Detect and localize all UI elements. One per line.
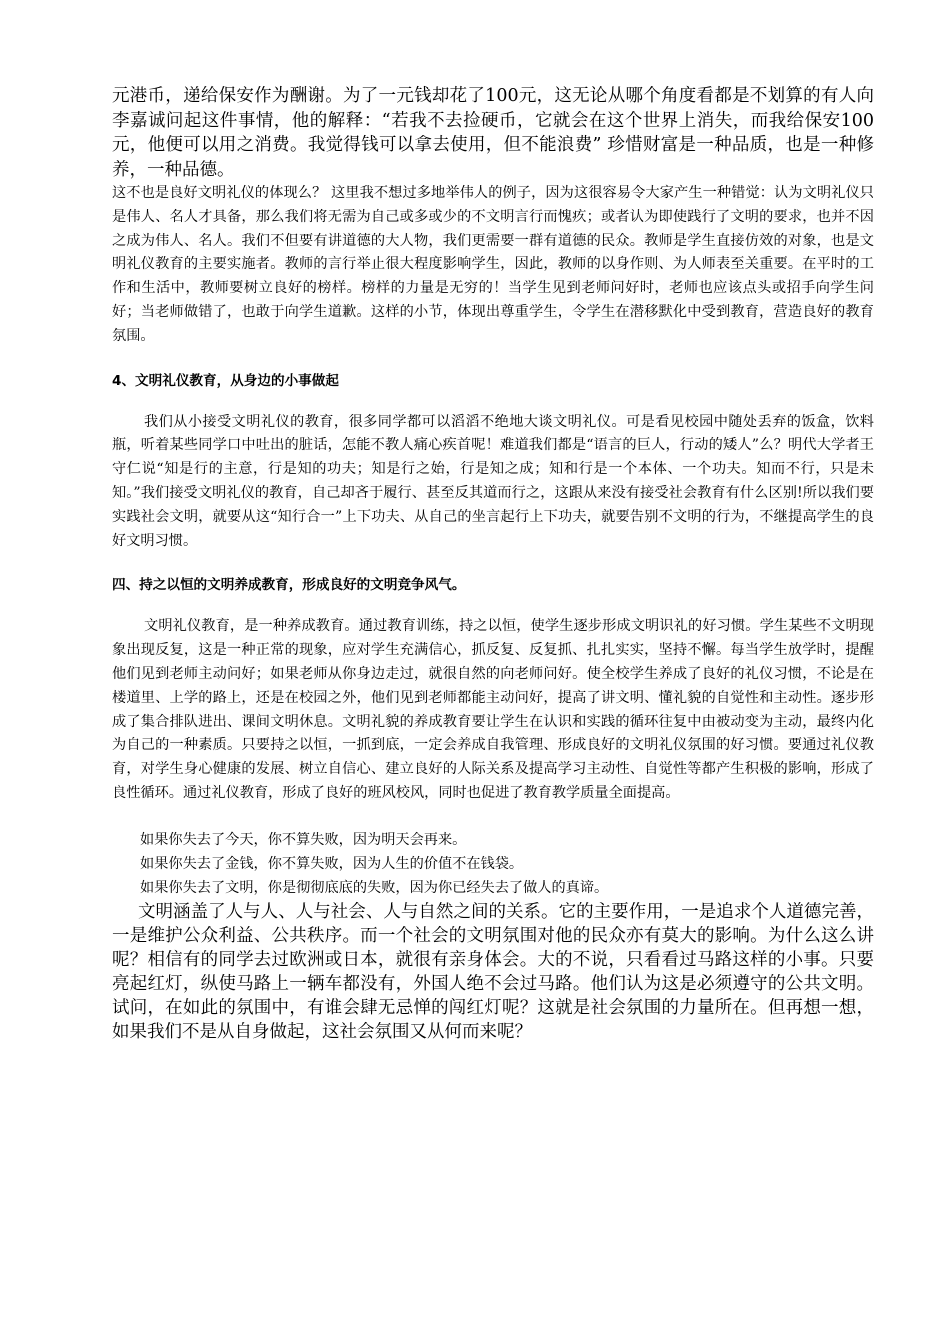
paragraph-closing: 文明涵盖了人与人、人与社会、人与自然之间的关系。它的主要作用，一是追求个人道德完善，一是维护公众利益、公共秩序。而一个社会的文明氛围对他的民众亦有莫大的影响。为什么这么讲呢？相信有的同学去过欧洲或日本，就很有亲身体会。大的不说，只看看过马路这样的小事。只要亮起红灯，纵使马路上一辆车都没有，外国人绝不会过马路。他们认为这是必须遵守的公共文明。试问，在如此的氛围中，有谁会肆无忌惮的闯红灯呢？这就是社会氛围的力量所在。但再想一想，如果我们不是从自身做起，这社会氛围又从何而来呢？ (112, 901, 874, 1042)
section-heading-4: 4、文明礼仪教育，从身边的小事做起 (112, 372, 339, 389)
document-page (112, 84, 874, 1044)
paragraph-top-small: 这不也是良好文明礼仪的体现么？ 这里我不想过多地举伟人的例子，因为这很容易令大家产生一种错觉：认为文明礼仪只是伟人、名人才具备，那么我们将无需为自己或多或少的不文明言行而愧疚；或者认为即使践行了文明的要求，也并不因之成为伟人、名人。我们不但要有讲道德的大人物，我们更需要一群有道德的民众。教师是学生直接仿效的对象，也是文明礼仪教育的主要实施者。教师的言行举止很大程度影响学生，因此，教师的以身作则、为人师表至关重要。在平时的工作和生活中，教师要树立良好的榜样。榜样的力量是无穷的！当学生见到老师问好时，老师也应该点头或招手向学生问好；当老师做错了，也敢于向学生道歉。这样的小节，体现出尊重学生，令学生在潜移默化中受到教育，营造良好的教育氛围。 (112, 185, 874, 344)
section-heading-si: 四、持之以恒的文明养成教育，形成良好的文明竞争风气。 (112, 577, 466, 594)
paragraph-section-4: 我们从小接受文明礼仪的教育，很多同学都可以滔滔不绝地大谈文明礼仪。可是看见校园中随处丢弃的饭盒，饮料瓶，听着某些同学口中吐出的脏话，怎能不教人痛心疾首呢！难道我们都是“语言的巨人，行动的矮人”么？明代大学者王守仁说“知是行的主意，行是知的功夫；知是行之始，行是知之成；知和行是一个本体、一个功夫。知而不行，只是未知。”我们接受文明礼仪的教育，自己却吝于履行、甚至反其道而行之，这跟从来没有接受社会教育有什么区别!所以我们要实践社会文明，就要从这“知行合一”上下功夫、从自己的坐言起行上下功夫，就要告别不文明的行为，不继提高学生的良好文明习惯。 (112, 413, 874, 549)
poem-block (112, 828, 874, 900)
poem-line: 如果你失去了文明，你是彻彻底底的失败，因为你已经失去了做人的真谛。 (140, 879, 609, 896)
paragraph-section-si: 文明礼仪教育，是一种养成教育。通过教育训练，持之以恒，使学生逐步形成文明识礼的好习惯。学生某些不文明现象出现反复，这是一种正常的现象，应对学生充满信心，抓反复、反复抓、扎扎实实，坚持不懈。每当学生放学时，提醒他们见到老师主动问好；如果老师从你身边走过，就很自然的向老师问好。使全校学生养成了良好的礼仪习惯，不论是在楼道里、上学的路上，还是在校园之外，他们见到老师都能主动问好，提高了讲文明、懂礼貌的自觉性和主动性。逐步形成了集合排队进出、课间文明休息。文明礼貌的养成教育要让学生在认识和实践的循环往复中由被动变为主动，最终内化为自己的一种素质。只要持之以恒，一抓到底，一定会养成自我管理、形成良好的文明礼仪氛围的好习惯。要通过礼仪教育，对学生身心健康的发展、树立自信心、建立良好的人际关系及提高学习主动性、自觉性等都产生积极的影响，形成了良性循环。通过礼仪教育，形成了良好的班风校风，同时也促进了教育教学质量全面提高。 (112, 618, 874, 801)
poem-line: 如果你失去了今天，你不算失败，因为明天会再来。 (140, 831, 467, 848)
paragraph-top-large: 元港币，递给保安作为酬谢。为了一元钱却花了100元，这无论从哪个角度看都是不划算的有人向李嘉诚问起这件事情，他的解释：“若我不去捡硬币，它就会在这个世界上消失，而我给保安100元，他便可以用之消费。我觉得钱可以拿去使用，但不能浪费” 珍惜财富是一种品质，也是一种修养，一种品德。 (112, 86, 874, 180)
poem-line: 如果你失去了金钱，你不算失败，因为人生的价值不在钱袋。 (140, 855, 524, 872)
